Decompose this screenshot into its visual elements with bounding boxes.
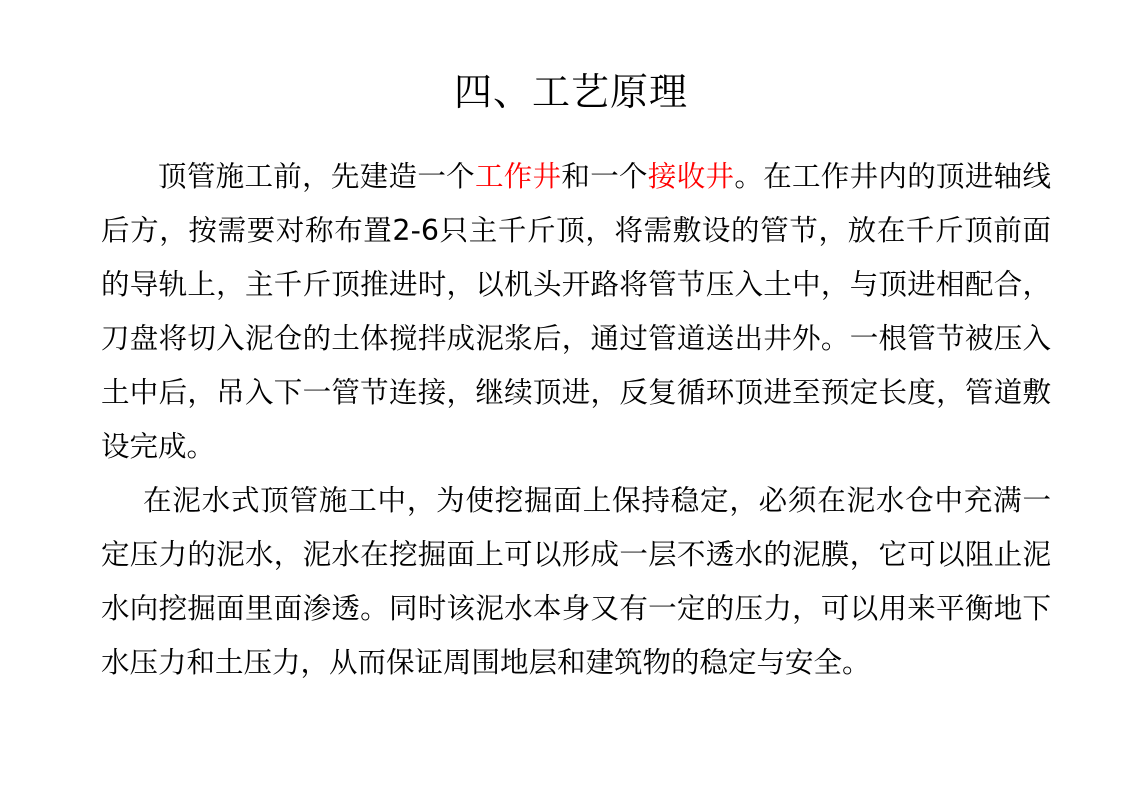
highlight-working-well: 工作井	[474, 160, 562, 193]
highlight-receiving-well: 接收井	[647, 160, 735, 193]
paragraph-text: 。在工作井内的顶进轴线后方，按需要对称布置2-6只主千斤顶，将需敷设的管节，放在千斤顶前面的导轨上，主千斤顶推进时，以机头开路将管节压入土中，与顶进相配合，刀盘将切入泥仓的土体搅拌成泥浆后，通过管道送出井外。一根管节被压入土中后，吊入下一管节连接，继续顶进，反复循环顶进至预定长度，管道敷设完成。	[101, 160, 1051, 463]
paragraph-slurry: 在泥水式顶管施工中，为使挖掘面上保持稳定，必须在泥水仓中充满一定压力的泥水，泥水在挖掘面上可以形成一层不透水的泥膜，它可以阻止泥水向挖掘面里面渗透。同时该泥水本身又有一定的压力，可以用来平衡地下水压力和土压力，从而保证周围地层和建筑物的稳定与安全。	[101, 484, 1051, 679]
paragraph-text: 和一个	[561, 160, 648, 193]
paragraph-text: 顶管施工前，先建造一个	[158, 160, 475, 193]
body-text	[101, 150, 1051, 690]
page-title: 四、工艺原理	[453, 70, 688, 114]
paragraph-principle	[101, 150, 1051, 474]
